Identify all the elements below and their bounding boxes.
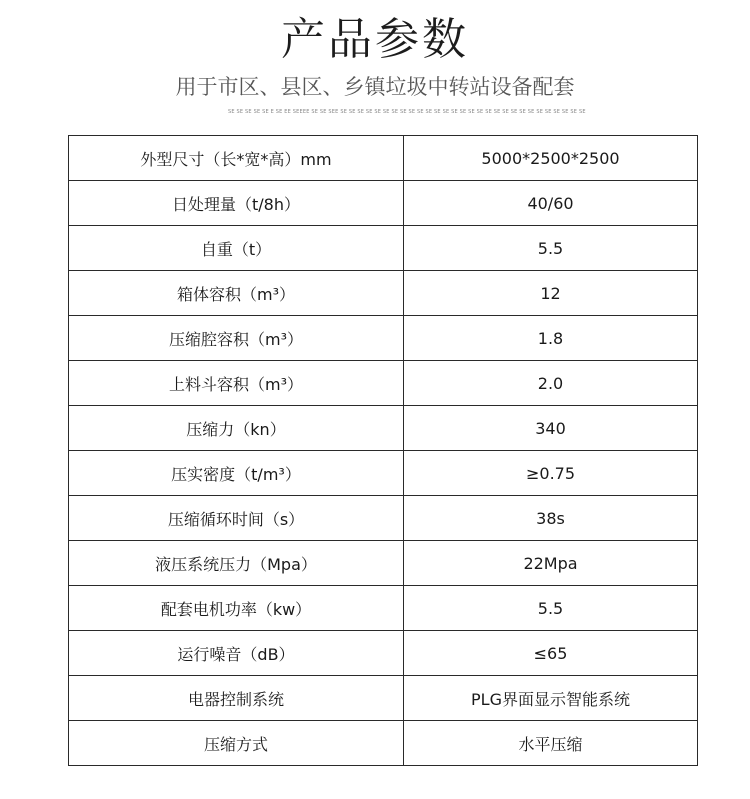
spec-value: 12 — [404, 271, 698, 316]
spec-value: 2.0 — [404, 361, 698, 406]
spec-label: 电器控制系统 — [69, 676, 404, 721]
spec-value: ≥0.75 — [404, 451, 698, 496]
table-row — [69, 271, 698, 316]
page-title: 产品参数 — [281, 14, 469, 65]
table-row — [69, 406, 698, 451]
spec-value: 5000*2500*2500 — [404, 136, 698, 181]
spec-label: 压缩腔容积（m³） — [69, 316, 404, 361]
table-row — [69, 361, 698, 406]
page-subtitle: 用于市区、县区、乡镇垃圾中转站设备配套 — [175, 75, 575, 99]
spec-value: 22Mpa — [404, 541, 698, 586]
table-row — [69, 316, 698, 361]
spec-label: 运行噪音（dB） — [69, 631, 404, 676]
spec-value: 1.8 — [404, 316, 698, 361]
spec-label: 自重（t） — [69, 226, 404, 271]
spec-label: 压缩方式 — [69, 721, 404, 766]
table-row — [69, 451, 698, 496]
spec-label: 外型尺寸（长*宽*高）mm — [69, 136, 404, 181]
spec-value: PLG界面显示智能系统 — [404, 676, 698, 721]
spec-label: 配套电机功率（kw） — [69, 586, 404, 631]
spec-table — [68, 135, 698, 766]
spec-value: 40/60 — [404, 181, 698, 226]
table-row — [69, 136, 698, 181]
spec-label: 液压系统压力（Mpa） — [69, 541, 404, 586]
table-row — [69, 721, 698, 766]
table-row — [69, 676, 698, 721]
spec-value: 5.5 — [404, 226, 698, 271]
spec-value: 38s — [404, 496, 698, 541]
spec-label: 上料斗容积（m³） — [69, 361, 404, 406]
fineprint-text: SE SE SE SE SE E SE EE SEEEE SE SE SEE SE SE SE SE SE SE SE SE SE SE SE SE SE SE SE SE SE SE SE SE SE SE SE SE SE SE SE SE SE — [228, 109, 586, 115]
spec-value: 水平压缩 — [404, 721, 698, 766]
table-row — [69, 226, 698, 271]
spec-label: 箱体容积（m³） — [69, 271, 404, 316]
spec-value: ≤65 — [404, 631, 698, 676]
spec-label: 压缩循环时间（s） — [69, 496, 404, 541]
table-row — [69, 181, 698, 226]
table-row — [69, 496, 698, 541]
table-row — [69, 586, 698, 631]
spec-label: 压实密度（t/m³） — [69, 451, 404, 496]
spec-value: 340 — [404, 406, 698, 451]
table-row — [69, 541, 698, 586]
spec-value: 5.5 — [404, 586, 698, 631]
spec-label: 压缩力（kn） — [69, 406, 404, 451]
table-row — [69, 631, 698, 676]
spec-label: 日处理量（t/8h） — [69, 181, 404, 226]
